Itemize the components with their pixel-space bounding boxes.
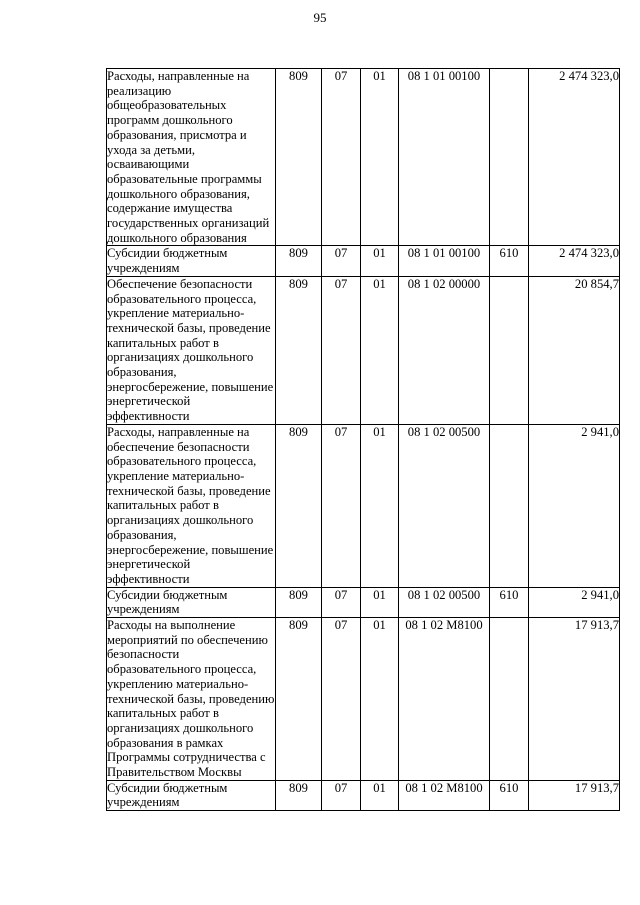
table-row — [107, 69, 620, 246]
row-pr-text: 01 — [373, 780, 386, 795]
row-rz-cell — [322, 276, 361, 424]
row-pr-cell — [361, 246, 399, 276]
row-pr-cell — [361, 69, 399, 246]
row-ved-text: 809 — [289, 618, 308, 633]
row-csr-cell — [399, 424, 490, 587]
row-rz-cell — [322, 618, 361, 781]
row-ved-text: 809 — [289, 276, 308, 291]
row-csr-text: 08 1 02 00500 — [407, 424, 481, 439]
row-rz-cell — [322, 780, 361, 810]
row-vr-cell — [490, 276, 529, 424]
row-name-cell — [107, 246, 276, 276]
row-name-text: Субсидии бюджетным учреждениям — [107, 587, 228, 617]
row-ved-cell — [276, 618, 322, 781]
row-pr-text: 01 — [373, 246, 386, 261]
row-name-cell — [107, 618, 276, 781]
row-rz-text: 07 — [334, 246, 348, 261]
table-row — [107, 587, 620, 617]
row-ved-cell — [276, 587, 322, 617]
row-name-text: Расходы, направленные на реализацию общеобразовательных программ дошкольного образования, присмотра и ухода за детьми, осваивающими образовательные программы дошкольного образования, содержание имущества государственных организаций дошкольного образования — [107, 69, 270, 245]
budget-table — [106, 68, 620, 811]
row-ved-text: 809 — [289, 780, 308, 795]
row-pr-text: 01 — [373, 276, 386, 291]
row-sum-cell — [529, 276, 620, 424]
row-pr-text: 01 — [373, 587, 386, 602]
row-ved-cell — [276, 424, 322, 587]
row-vr-cell — [490, 587, 529, 617]
row-sum-text: 2 474 323,0 — [559, 246, 619, 261]
row-rz-cell — [322, 587, 361, 617]
row-csr-cell — [399, 246, 490, 276]
budget-table-body — [107, 69, 620, 811]
row-csr-cell — [399, 69, 490, 246]
row-rz-cell — [322, 424, 361, 587]
row-csr-text: 08 1 02 00500 — [407, 587, 481, 602]
row-csr-text: 08 1 01 00100 — [407, 69, 481, 83]
row-vr-cell — [490, 246, 529, 276]
row-pr-text: 01 — [373, 69, 386, 83]
row-sum-cell — [529, 780, 620, 810]
row-csr-text: 08 1 02 М8100 — [405, 618, 483, 633]
row-name-cell — [107, 780, 276, 810]
row-ved-cell — [276, 780, 322, 810]
row-rz-text: 07 — [334, 618, 348, 633]
row-name-cell — [107, 69, 276, 246]
row-sum-text: 17 913,7 — [574, 618, 619, 633]
row-rz-text: 07 — [334, 424, 348, 439]
row-sum-text: 2 474 323,0 — [559, 69, 619, 83]
row-vr-text: 610 — [499, 246, 519, 261]
row-sum-cell — [529, 246, 620, 276]
row-name-text: Расходы, направленные на обеспечение безопасности образовательного процесса, укрепление материально-технической базы, проведение капитальных работ в организациях дошкольного образования, энергосбережение, повышение энергетической эффективности — [107, 424, 274, 586]
row-name-text: Расходы на выполнение мероприятий по обеспечению безопасности образовательного процесса, укреплению материально-технической базы, проведению капитальных работ в организациях дошкольного образования в рамках Программы сотрудничества с Правительством Москвы — [107, 618, 275, 780]
row-rz-text: 07 — [334, 587, 348, 602]
row-csr-text: 08 1 02 М8100 — [405, 780, 483, 795]
row-sum-cell — [529, 69, 620, 246]
row-pr-text: 01 — [373, 424, 386, 439]
row-name-cell — [107, 424, 276, 587]
row-pr-cell — [361, 276, 399, 424]
page-number: 95 — [313, 10, 327, 25]
row-sum-text: 2 941,0 — [581, 587, 619, 602]
row-vr-cell — [490, 618, 529, 781]
row-pr-cell — [361, 587, 399, 617]
row-sum-text: 20 854,7 — [574, 276, 619, 291]
row-csr-text: 08 1 01 00100 — [407, 246, 481, 261]
row-sum-cell — [529, 587, 620, 617]
row-sum-text: 2 941,0 — [581, 424, 619, 439]
row-csr-cell — [399, 780, 490, 810]
table-row — [107, 246, 620, 276]
row-vr-cell — [490, 424, 529, 587]
row-rz-cell — [322, 69, 361, 246]
row-vr-text: 610 — [499, 587, 519, 602]
row-rz-text: 07 — [334, 69, 348, 83]
table-row — [107, 780, 620, 810]
row-csr-cell — [399, 587, 490, 617]
row-csr-cell — [399, 276, 490, 424]
row-ved-cell — [276, 276, 322, 424]
row-ved-text: 809 — [289, 587, 308, 602]
table-row — [107, 276, 620, 424]
row-name-text: Субсидии бюджетным учреждениям — [107, 246, 228, 276]
row-name-cell — [107, 276, 276, 424]
row-csr-text: 08 1 02 00000 — [407, 276, 481, 291]
row-pr-cell — [361, 424, 399, 587]
row-sum-cell — [529, 424, 620, 587]
row-vr-cell — [490, 69, 529, 246]
row-name-text: Субсидии бюджетным учреждениям — [107, 780, 228, 810]
row-rz-text: 07 — [334, 276, 348, 291]
row-name-text: Обеспечение безопасности образовательного процесса, укрепление материально-технической базы, проведение капитальных работ в организациях дошкольного образования, энергосбережение, повышение энергетической эффективности — [107, 276, 274, 424]
row-pr-cell — [361, 780, 399, 810]
row-sum-text: 17 913,7 — [574, 780, 619, 795]
row-rz-cell — [322, 246, 361, 276]
row-ved-cell — [276, 246, 322, 276]
row-csr-cell — [399, 618, 490, 781]
row-ved-text: 809 — [289, 246, 308, 261]
table-row — [107, 424, 620, 587]
row-ved-text: 809 — [289, 424, 308, 439]
row-pr-text: 01 — [373, 618, 386, 633]
row-vr-cell — [490, 780, 529, 810]
table-row — [107, 618, 620, 781]
row-ved-text: 809 — [289, 69, 308, 83]
row-pr-cell — [361, 618, 399, 781]
row-ved-cell — [276, 69, 322, 246]
row-sum-cell — [529, 618, 620, 781]
row-vr-text: 610 — [499, 780, 519, 795]
row-rz-text: 07 — [334, 780, 348, 795]
row-name-cell — [107, 587, 276, 617]
